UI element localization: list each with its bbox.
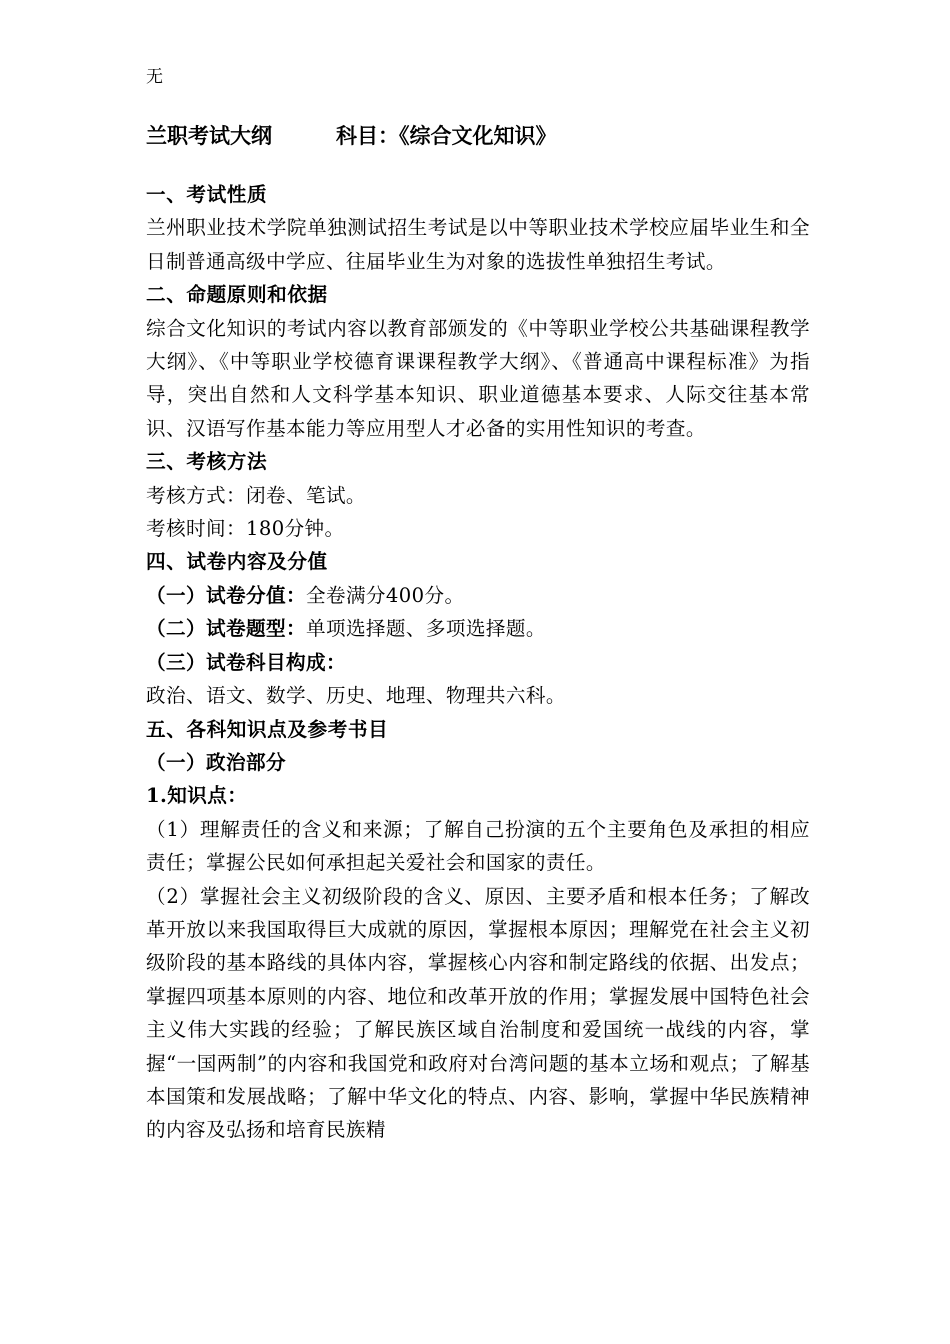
knowledge-item-2: （2）掌握社会主义初级阶段的含义、原因、主要矛盾和根本任务；了解改革开放以来我国取得巨大成就的原因，掌握根本原因；理解党在社会主义初级阶段的基本路线的具体内容，掌握核心内容和制定路线的依据、出发点；掌握四项基本原则的内容、地位和改革开放的作用；掌握发展中国特色社会主义伟大实践的经验；了解民族区域自治制度和爱国统一战线的内容，掌握“一国两制”的内容和我国党和政府对台湾问题的基本立场和观点；了解基本国策和发展战略；了解中华文化的特点、内容、影响，掌握中华民族精神的内容及弘扬和培育民族精 <box>146 884 810 1142</box>
document-title <box>146 122 557 150</box>
section-text-principles: 综合文化知识的考试内容以教育部颁发的《中等职业学校公共基础课程教学大纲》、《中等职业学校德育课课程教学大纲》、《普通高中课程标准》为指导，突出自然和人文科学基本知识、职业道德基本要求、人际交往基本常识、汉语写作基本能力等应用型人才必备的实用性知识的考查。 <box>146 316 810 440</box>
paper-score-label: （一）试卷分值： <box>146 583 306 607</box>
section-heading-paper-content: 四、试卷内容及分值 <box>146 550 328 574</box>
document-body <box>146 178 810 1147</box>
title-left: 兰职考试大纲 <box>146 123 272 148</box>
section-heading-knowledge: 五、各科知识点及参考书目 <box>146 717 389 741</box>
paper-subjects-value: 政治、语文、数学、历史、地理、物理共六科。 <box>146 684 566 708</box>
paper-score-value: 全卷满分400分。 <box>305 583 465 607</box>
assessment-method: 考核方式：闭卷、笔试。 <box>146 483 366 507</box>
section-heading-exam-nature: 一、考试性质 <box>146 183 268 206</box>
title-subject: 科目：《综合文化知识》 <box>336 123 557 148</box>
section-heading-principles: 二、命题原则和依据 <box>146 283 328 307</box>
paper-type-value: 单项选择题、多项选择题。 <box>305 617 546 641</box>
header-mark: 无 <box>146 67 163 87</box>
knowledge-item-1: （1）理解责任的含义和来源；了解自己扮演的五个主要角色及承担的相应责任；掌握公民如何承担起关爱社会和国家的责任。 <box>146 817 810 875</box>
paper-score-line <box>146 579 810 612</box>
assessment-time: 考核时间：180分钟。 <box>146 517 345 541</box>
section-text-exam-nature: 兰州职业技术学院单独测试招生考试是以中等职业技术学校应届毕业生和全日制普通高级中学应、往届毕业生为对象的选拔性单独招生考试。 <box>146 216 810 273</box>
paper-type-line <box>146 612 810 645</box>
paper-subjects-label: （三）试卷科目构成： <box>146 650 346 674</box>
section-heading-assessment: 三、考核方法 <box>146 450 268 474</box>
politics-heading: （一）政治部分 <box>146 750 286 774</box>
paper-type-label: （二）试卷题型： <box>146 617 306 641</box>
knowledge-points-heading: 1.知识点： <box>146 784 248 808</box>
